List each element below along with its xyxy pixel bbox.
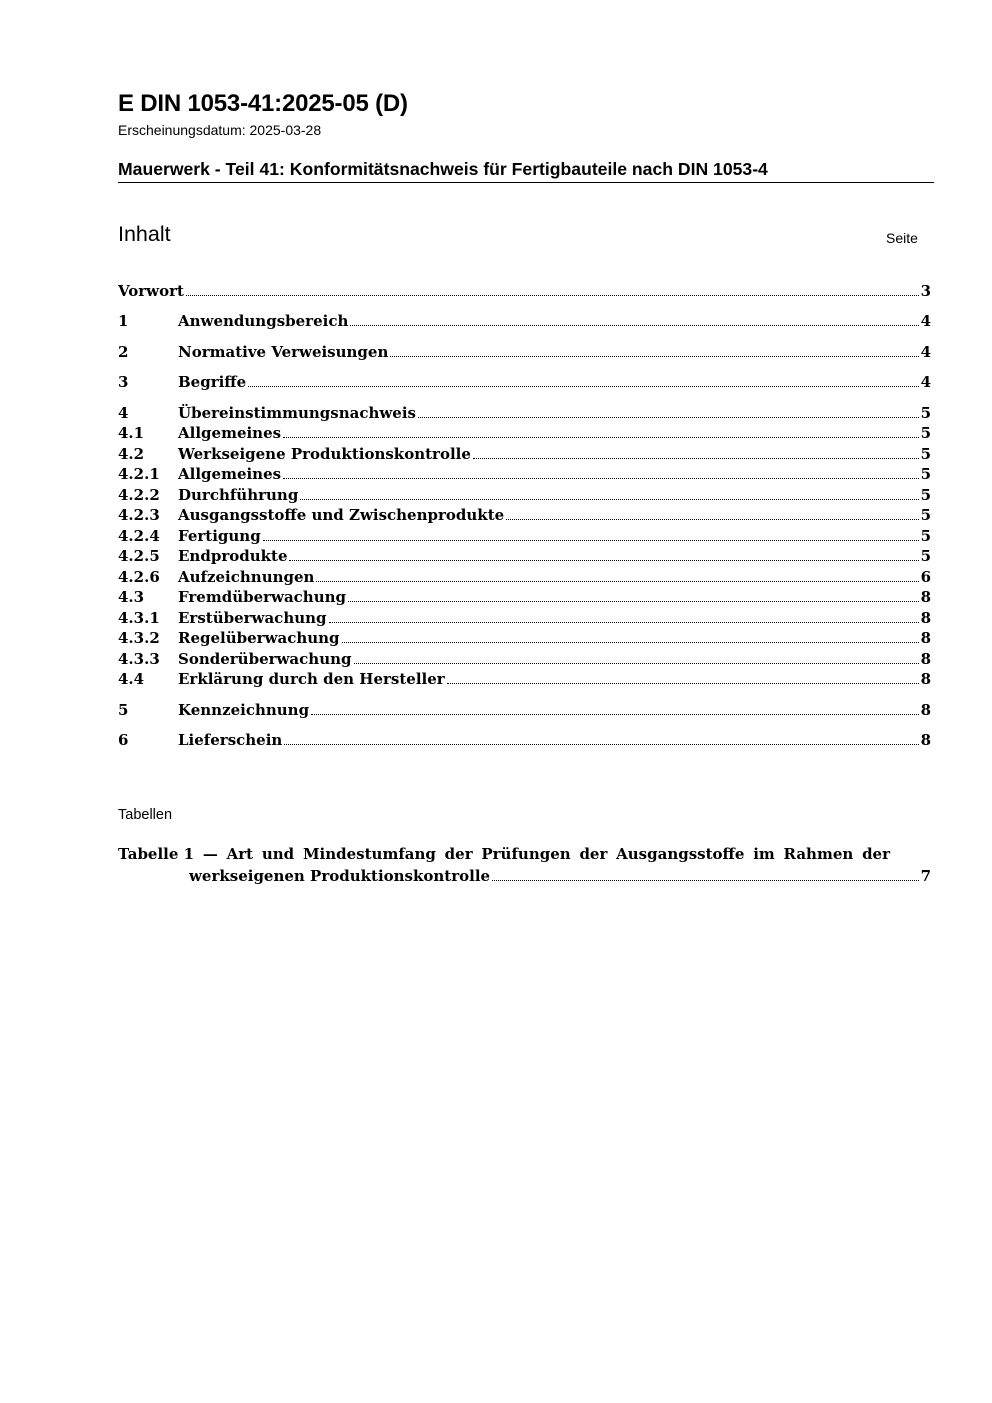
toc-entry-number: 4.2.3 [118, 506, 160, 524]
toc-entry-page: 5 [920, 485, 931, 504]
tables-heading: Tabellen [118, 807, 173, 823]
toc-entry-page: 8 [920, 731, 931, 749]
toc-entry-page: 5 [920, 547, 931, 565]
toc-entry[interactable] [118, 310, 931, 331]
toc-entry-number: 4.4 [118, 670, 145, 688]
toc-entry[interactable] [118, 279, 931, 300]
toc-entry-title: Normative Verweisungen [178, 342, 389, 361]
dot-leader [283, 478, 918, 479]
toc-entry-page: 8 [920, 588, 931, 606]
dot-leader [284, 744, 918, 745]
toc-entry-title: Werkseigene Produktionskontrolle [178, 444, 471, 463]
toc-entry-number: 4.2.4 [118, 526, 160, 545]
toc-entry-title: Begriffe [178, 373, 247, 391]
toc-entry-title: Endprodukte [178, 547, 288, 565]
dot-leader [283, 437, 918, 438]
toc-entry-title: Allgemeines [178, 465, 282, 483]
toc-entry[interactable] [118, 401, 931, 422]
toc-entry[interactable] [118, 442, 931, 463]
toc-entry[interactable] [118, 729, 931, 750]
dot-leader [300, 499, 918, 500]
dot-leader [350, 325, 918, 326]
dot-leader [186, 295, 919, 296]
toc-entry-page: 5 [920, 403, 931, 422]
publication-date: Erscheinungsdatum: 2025-03-28 [118, 122, 322, 138]
dot-leader [492, 880, 918, 881]
dot-leader [329, 622, 919, 623]
toc-entry-page: 5 [920, 465, 931, 483]
toc-entry[interactable] [118, 483, 931, 504]
dot-leader [348, 601, 919, 602]
toc-entry-number: 4.2 [118, 444, 145, 463]
dot-leader [342, 642, 919, 643]
toc-entry-number: 4.2.5 [118, 547, 160, 565]
dot-leader [248, 386, 918, 387]
toc-entry-page: 8 [920, 649, 931, 668]
dot-leader [263, 540, 919, 541]
table-entry-word: im [753, 845, 775, 863]
toc-entry-number: 6 [118, 731, 129, 749]
table-entry-word: Art [226, 845, 254, 863]
toc-entry[interactable] [118, 504, 931, 525]
toc-entry-page: 5 [920, 526, 931, 545]
toc-entry-number: 2 [118, 342, 129, 361]
table-entry-word: Mindestumfang [302, 845, 436, 863]
toc-entry-title: Regelüberwachung [178, 629, 340, 647]
toc-entry[interactable] [118, 606, 931, 627]
table-entry-title-continued: werkseigenen Produktionskontrolle [189, 867, 491, 885]
table-entry-word: Ausgangsstoffe [616, 845, 745, 863]
toc-entry-title: Aufzeichnungen [178, 567, 315, 586]
toc-entry-title: Fertigung [178, 526, 261, 545]
table-entry-word: und [261, 845, 295, 863]
toc-entry[interactable] [118, 463, 931, 484]
toc-entry[interactable] [118, 524, 931, 545]
toc-entry-page: 5 [920, 444, 931, 463]
toc-entry-number: 1 [118, 312, 129, 330]
table-entry-word: der [579, 845, 608, 863]
toc-entry[interactable] [118, 698, 931, 719]
toc-entry-page: 8 [920, 608, 931, 627]
dot-leader [289, 560, 918, 561]
toc-entry-page: 8 [920, 670, 931, 688]
toc-entry-page: 3 [920, 281, 931, 300]
toc-entry-page: 6 [920, 567, 931, 586]
dot-leader [418, 417, 919, 418]
toc-entry-number: 4.2.6 [118, 567, 160, 586]
table-list-entry[interactable] [118, 845, 931, 885]
toc-entry-title: Erklärung durch den Hersteller [178, 670, 445, 688]
dot-leader [354, 663, 919, 664]
toc-entry-page: 5 [920, 424, 931, 442]
table-entry-page: 7 [920, 867, 931, 885]
toc-entry[interactable] [118, 422, 931, 443]
page-column-label: Seite [886, 230, 918, 246]
toc-entry-number: 3 [118, 373, 129, 391]
toc-entry[interactable] [118, 545, 931, 566]
table-entry-word: der [444, 845, 473, 863]
toc-entry[interactable] [118, 668, 931, 689]
toc-entry-page: 4 [920, 373, 931, 391]
toc-entry-title: Sonderüberwachung [178, 649, 352, 668]
table-of-contents [118, 279, 931, 749]
toc-entry-page: 8 [920, 700, 931, 719]
toc-entry-title: Lieferschein [178, 731, 283, 749]
toc-entry-number: 4.1 [118, 424, 145, 442]
document-title: Mauerwerk - Teil 41: Konformitätsnachweis für Fertigbauteile nach DIN 1053-4 [118, 159, 768, 179]
toc-entry-number: 4 [118, 403, 129, 422]
table-entry-word: Rahmen [783, 845, 854, 863]
toc-entry-number: 5 [118, 700, 129, 719]
table-entry-line-2 [118, 865, 931, 885]
toc-entry[interactable] [118, 565, 931, 586]
toc-entry-page: 4 [920, 342, 931, 361]
toc-entry[interactable] [118, 627, 931, 648]
toc-heading: Inhalt [118, 222, 171, 246]
toc-entry-page: 4 [920, 312, 931, 330]
table-entry-dash: — [202, 845, 218, 863]
toc-entry-page: 5 [920, 506, 931, 524]
dot-leader [316, 581, 918, 582]
toc-entry[interactable] [118, 647, 931, 668]
dot-leader [473, 458, 919, 459]
dot-leader [447, 683, 919, 684]
toc-entry-page: 8 [920, 629, 931, 647]
table-entry-label: Tabelle 1 [118, 845, 195, 863]
toc-entry-number: 4.3.1 [118, 608, 160, 627]
toc-entry-number: 4.2.1 [118, 465, 160, 483]
title-underline [118, 182, 934, 183]
dot-leader [390, 356, 918, 357]
toc-entry-number: 4.3 [118, 588, 145, 606]
table-entry-word: der [862, 845, 890, 863]
toc-entry-title: Durchführung [178, 485, 299, 504]
document-id: E DIN 1053-41:2025-05 (D) [118, 90, 408, 117]
dot-leader [311, 714, 918, 715]
table-entry-word: Prüfungen [481, 845, 571, 863]
toc-entry-title: Anwendungsbereich [178, 312, 349, 330]
toc-entry-number: 4.2.2 [118, 485, 160, 504]
toc-entry-title: Kennzeichnung [178, 700, 310, 719]
toc-entry-title: Allgemeines [178, 424, 282, 442]
toc-entry-title: Erstüberwachung [178, 608, 327, 627]
dot-leader [506, 519, 918, 520]
table-entry-line-1 [118, 845, 890, 865]
toc-entry[interactable] [118, 586, 931, 607]
toc-entry-title: Ausgangsstoffe und Zwischenprodukte [178, 506, 505, 524]
toc-entry[interactable] [118, 340, 931, 361]
toc-entry-title: Übereinstimmungsnachweis [178, 403, 416, 422]
toc-entry-number: 4.3.3 [118, 649, 160, 668]
toc-entry-title: Fremdüberwachung [178, 588, 347, 606]
toc-entry-title: Vorwort [118, 281, 184, 300]
toc-entry[interactable] [118, 371, 931, 392]
toc-entry-number: 4.3.2 [118, 629, 160, 647]
